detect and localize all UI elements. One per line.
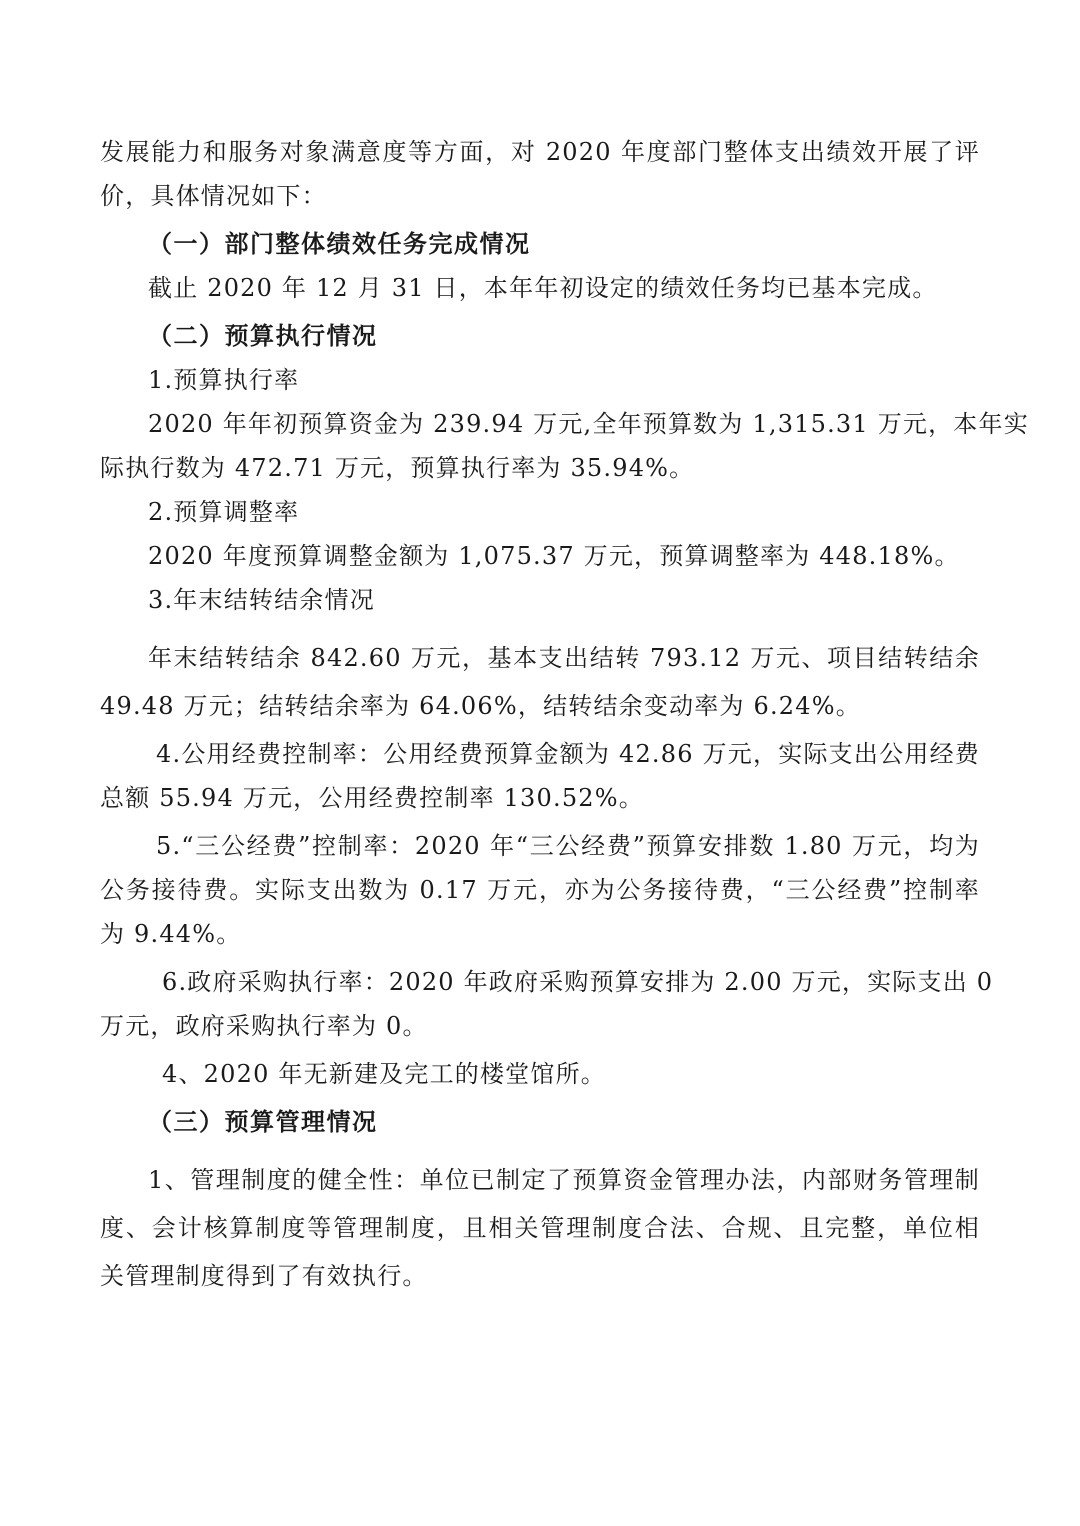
paragraph-line: 2020 年度预算调整金额为 1,075.37 万元，预算调整率为 448.18%。 bbox=[148, 542, 960, 570]
paragraph-line: 年末结转结余 842.60 万元，基本支出结转 793.12 万元、项目结转结余 bbox=[148, 644, 980, 672]
paragraph-line: 5.“三公经费”控制率：2020 年“三公经费”预算安排数 1.80 万元，均为 bbox=[156, 832, 980, 860]
paragraph-line: 际执行数为 472.71 万元，预算执行率为 35.94%。 bbox=[100, 454, 695, 482]
paragraph-line: 万元，政府采购执行率为 0。 bbox=[100, 1012, 428, 1040]
paragraph-line: 为 9.44%。 bbox=[100, 920, 242, 948]
subsection-title: 1.预算执行率 bbox=[148, 366, 300, 394]
paragraph-line: 4、2020 年无新建及完工的楼堂馆所。 bbox=[162, 1060, 606, 1088]
paragraph-line: 关管理制度得到了有效执行。 bbox=[100, 1262, 428, 1290]
document-page bbox=[100, 130, 1029, 1298]
paragraph-line: 价，具体情况如下： bbox=[100, 182, 327, 210]
paragraph-line: 49.48 万元；结转结余率为 64.06%，结转结余变动率为 6.24%。 bbox=[100, 692, 861, 720]
paragraph-line: 发展能力和服务对象满意度等方面，对 2020 年度部门整体支出绩效开展了评 bbox=[100, 138, 980, 166]
paragraph-line: 4.公用经费控制率：公用经费预算金额为 42.86 万元，实际支出公用经费 bbox=[156, 740, 980, 768]
paragraph-line: 1、管理制度的健全性：单位已制定了预算资金管理办法，内部财务管理制 bbox=[148, 1166, 980, 1194]
paragraph-line: 总额 55.94 万元，公用经费控制率 130.52%。 bbox=[100, 784, 644, 812]
paragraph-line: 2020 年年初预算资金为 239.94 万元,全年预算数为 1,315.31 万元，本年实 bbox=[148, 410, 1029, 438]
paragraph-line: 截止 2020 年 12 月 31 日，本年年初设定的绩效任务均已基本完成。 bbox=[148, 274, 938, 302]
section-heading: （一）部门整体绩效任务完成情况 bbox=[148, 230, 531, 258]
section-heading: （三）预算管理情况 bbox=[148, 1108, 378, 1136]
subsection-title: 3.年末结转结余情况 bbox=[148, 586, 375, 614]
section-heading: （二）预算执行情况 bbox=[148, 322, 378, 350]
subsection-title: 2.预算调整率 bbox=[148, 498, 300, 526]
paragraph-line: 度、会计核算制度等管理制度，且相关管理制度合法、合规、且完整，单位相 bbox=[100, 1214, 980, 1242]
paragraph-line: 6.政府采购执行率：2020 年政府采购预算安排为 2.00 万元，实际支出 0 bbox=[162, 968, 994, 996]
paragraph-line: 公务接待费。实际支出数为 0.17 万元，亦为公务接待费，“三公经费”控制率 bbox=[100, 876, 980, 904]
